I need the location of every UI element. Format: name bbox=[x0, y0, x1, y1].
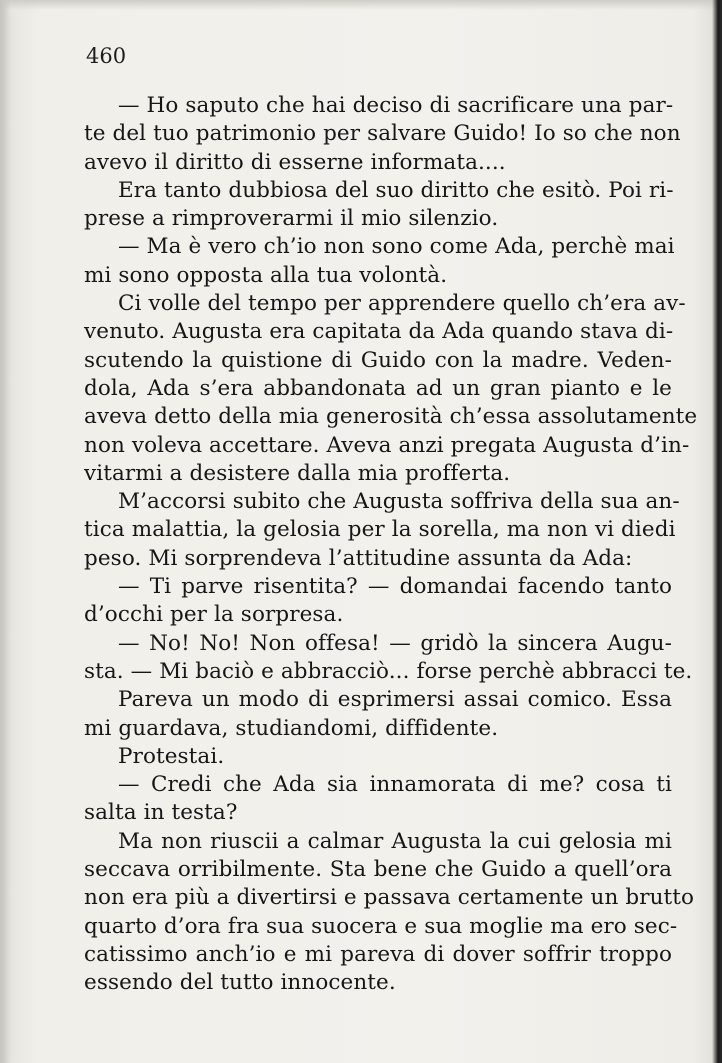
text-line: non voleva accettare. Aveva anzi pregata Augusta d’in- bbox=[84, 432, 690, 458]
text-line: quarto d’ora fra sua suocera e sua moglie ma ero sec- bbox=[84, 913, 678, 939]
text-line: essendo del tutto innocente. bbox=[84, 970, 396, 996]
text-line: — Ho saputo che hai deciso di sacrificare una par- bbox=[118, 93, 674, 118]
text-line: salta in testa? bbox=[84, 800, 238, 826]
text-line: Ci volle del tempo per apprendere quello ch’era av- bbox=[118, 291, 686, 317]
text-line: Protestai. bbox=[118, 743, 225, 769]
text-line: catissimo anch’io e mi pareva di dover soffrir troppo bbox=[84, 941, 672, 967]
text-line: venuto. Augusta era capitata da Ada quando stava di- bbox=[84, 319, 674, 345]
text-line: — Ma è vero ch’io non sono come Ada, perchè mai bbox=[118, 234, 675, 260]
page-left-edge bbox=[0, 0, 10, 1063]
text-line: aveva detto della mia generosità ch’essa assolutamente bbox=[84, 404, 698, 430]
page-right-edge bbox=[712, 0, 722, 1063]
page-top-shadow bbox=[0, 0, 722, 10]
text-line: Era tanto dubbiosa del suo diritto che esitò. Poi ri- bbox=[118, 177, 674, 203]
text-line: prese a rimproverarmi il mio silenzio. bbox=[84, 206, 499, 232]
text-line: M’accorsi subito che Augusta soffriva della sua an- bbox=[118, 489, 680, 515]
text-line: seccava orribilmente. Sta bene che Guido a quell’ora bbox=[84, 857, 672, 883]
text-line: scutendo la quistione di Guido con la madre. Veden- bbox=[84, 347, 672, 373]
text-line: — Credi che Ada sia innamorata di me? cosa ti bbox=[118, 772, 672, 798]
body-text bbox=[84, 92, 698, 998]
text-line: non era più a divertirsi e passava certamente un brutto bbox=[84, 885, 695, 911]
text-line: vitarmi a desistere dalla mia profferta. bbox=[84, 460, 511, 486]
text-line: Ma non riuscii a calmar Augusta la cui gelosia mi bbox=[118, 828, 672, 854]
text-line: tica malattia, la gelosia per la sorella, ma non vi diedi bbox=[84, 517, 676, 543]
text-line: peso. Mi sorprendeva l’attitudine assunta da Ada: bbox=[84, 545, 633, 571]
text-line: — No! No! Non offesa! — gridò la sincera Augu- bbox=[118, 630, 672, 656]
text-line: sta. — Mi baciò e abbracciò... forse perchè abbracci te. bbox=[84, 658, 693, 684]
text-line: mi guardava, studiandomi, diffidente. bbox=[84, 715, 499, 741]
text-line: avevo il diritto di esserne informata.... bbox=[84, 149, 506, 175]
text-line: mi sono opposta alla tua volontà. bbox=[84, 262, 448, 288]
text-line: dola, Ada s’era abbandonata ad un gran pianto e le bbox=[84, 375, 672, 401]
text-line: Pareva un modo di esprimersi assai comico. Essa bbox=[118, 687, 672, 713]
page-number: 460 bbox=[86, 44, 127, 68]
text-line: — Ti parve risentita? — domandai facendo tanto bbox=[118, 574, 672, 600]
text-line: te del tuo patrimonio per salvare Guido! Io so che non bbox=[84, 121, 681, 147]
text-line: d’occhi per la sorpresa. bbox=[84, 602, 344, 628]
